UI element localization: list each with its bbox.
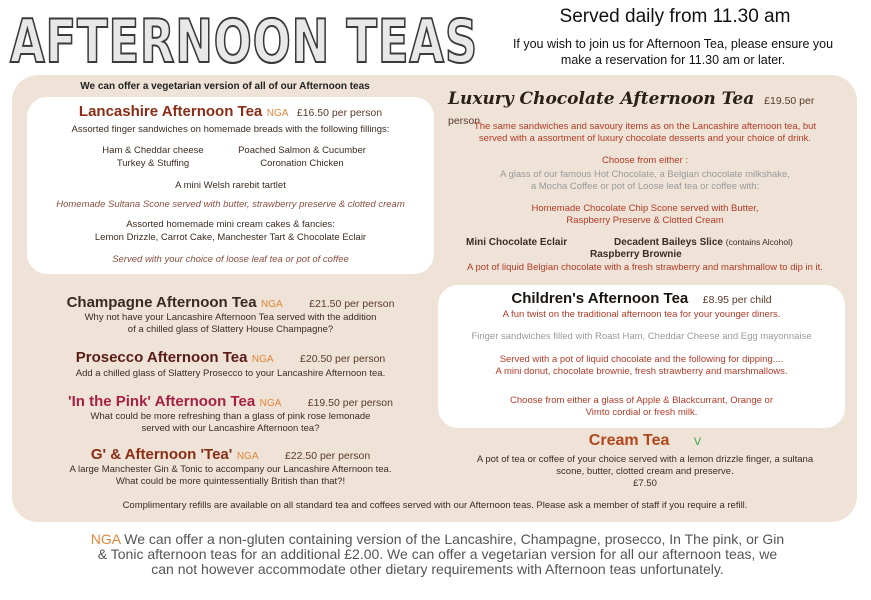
- scone-text: Homemade Sultana Scone served with butter, strawberry preserve & clotted cream: [56, 199, 405, 210]
- champagne-desc: Why not have your Lancashire Afternoon Tea served with the addition of a chilled glass of Slattery House Champagne?: [84, 312, 377, 335]
- children-dipping: Served with a pot of liquid chocolate and the following for dipping.... A mini donut, chocolate brownie, fresh strawberry and marshmallows.: [495, 354, 788, 377]
- filling-coronation: Coronation Chicken: [260, 158, 344, 169]
- vegetarian-note: We can offer a vegetarian version of all of our Afternoon teas: [80, 81, 370, 92]
- prosecco-desc: Add a chilled glass of Slattery Prosecco to your Lancashire Afternoon tea.: [75, 368, 386, 379]
- footer-dietary-note: NGA We can offer a non-gluten containing version of the Lancashire, Champagne, prosecco, In The pink, or Gin & Tonic afternoon teas for an additional £2.00. We can offer a vegetarian version for all our afternoon teas, we can not however accommodate other dietary requirements with Afternoon teas unfortunately.: [90, 531, 785, 577]
- filling-ham: Ham & Cheddar cheese: [102, 145, 204, 156]
- reservation-note: If you wish to join us for Afternoon Tea, please ensure you make a reservation for 11.30 am or later.: [512, 37, 834, 67]
- cream-heading: Cream Tea V: [588, 432, 702, 449]
- prosecco-heading: Prosecco Afternoon Tea NGA £20.50 per person: [75, 349, 386, 366]
- item-brownie: Raspberry Brownie: [590, 249, 682, 260]
- luxury-scone: Homemade Chocolate Chip Scone served with Butter, Raspberry Preserve & Clotted Cream: [531, 203, 759, 226]
- pink-heading: 'In the Pink' Afternoon Tea NGA £19.50 per person: [68, 393, 393, 410]
- children-sandwiches: Finger sandwiches filled with Roast Ham, Cheddar Cheese and Egg mayonnaise: [471, 331, 812, 342]
- children-heading: Children's Afternoon Tea £8.95 per child: [511, 290, 772, 307]
- filling-turkey: Turkey & Stuffing: [116, 158, 190, 169]
- filling-salmon: Poached Salmon & Cucumber: [238, 145, 366, 156]
- cakes-intro: Assorted homemade mini cream cakes & fancies:: [126, 219, 335, 230]
- children-drinks: Choose from either a glass of Apple & Blackcurrant, Orange or Vimto cordial or fresh milk.: [510, 395, 773, 418]
- luxury-drinks: A glass of our famous Hot Chocolate, a Belgian chocolate milkshake, a Mocha Coffee or pot of Loose leaf tea or coffee with:: [500, 169, 790, 192]
- cakes-list: Lemon Drizzle, Carrot Cake, Manchester Tart & Chocolate Eclair: [94, 232, 367, 243]
- item-baileys: Decadent Baileys Slice (contains Alcohol): [614, 237, 793, 248]
- served-daily-text: Served daily from 11.30 am: [559, 6, 791, 27]
- champagne-heading: Champagne Afternoon Tea NGA £21.50 per person: [66, 294, 395, 311]
- lancashire-heading: Lancashire Afternoon Tea NGA £16.50 per person: [78, 103, 383, 120]
- luxury-desc: The same sandwiches and savoury items as on the Lancashire afternoon tea, but served with a assortment of luxury chocolate desserts and your choice of drink.: [473, 121, 817, 144]
- luxury-pot: A pot of liquid Belgian chocolate with a fresh strawberry and marshmallow to dip in it.: [467, 262, 823, 273]
- refills-note: Complimentary refills are available on all standard tea and coffees served with our Afternoon teas. Please ask a member of staff if you require a refill.: [122, 500, 748, 511]
- rarebit-text: A mini Welsh rarebit tartlet: [175, 180, 286, 191]
- children-intro: A fun twist on the traditional afternoon tea for your younger diners.: [502, 309, 781, 320]
- vegetarian-badge: V: [693, 436, 702, 448]
- gin-heading: G' & Afternoon 'Tea' NGA £22.50 per person: [90, 446, 371, 463]
- cream-desc: A pot of tea or coffee of your choice served with a lemon drizzle finger, a sultana scone, butter, clotted cream and preserve. £7.50: [476, 454, 814, 489]
- nga-badge: NGA: [266, 108, 289, 119]
- luxury-choose: Choose from either :: [601, 155, 689, 166]
- svg-text:AFTERNOON TEAS: AFTERNOON TEAS: [10, 7, 478, 70]
- lancashire-intro: Assorted finger sandwiches on homemade breads with the following fillings:: [71, 124, 390, 135]
- gin-desc: A large Manchester Gin & Tonic to accompany our Lancashire Afternoon tea. What could be more quintessentially British than that?!: [69, 464, 392, 487]
- item-eclair: Mini Chocolate Eclair: [466, 237, 568, 248]
- pink-desc: What could be more refreshing than a glass of pink rose lemonade served with our Lancashire Afternoon tea?: [90, 411, 371, 434]
- luxury-heading: Luxury Chocolate Afternoon Tea £19.50 per person: [448, 89, 815, 127]
- page-title: [6, 2, 486, 70]
- served-with-text: Served with your choice of loose leaf tea or pot of coffee: [112, 254, 349, 265]
